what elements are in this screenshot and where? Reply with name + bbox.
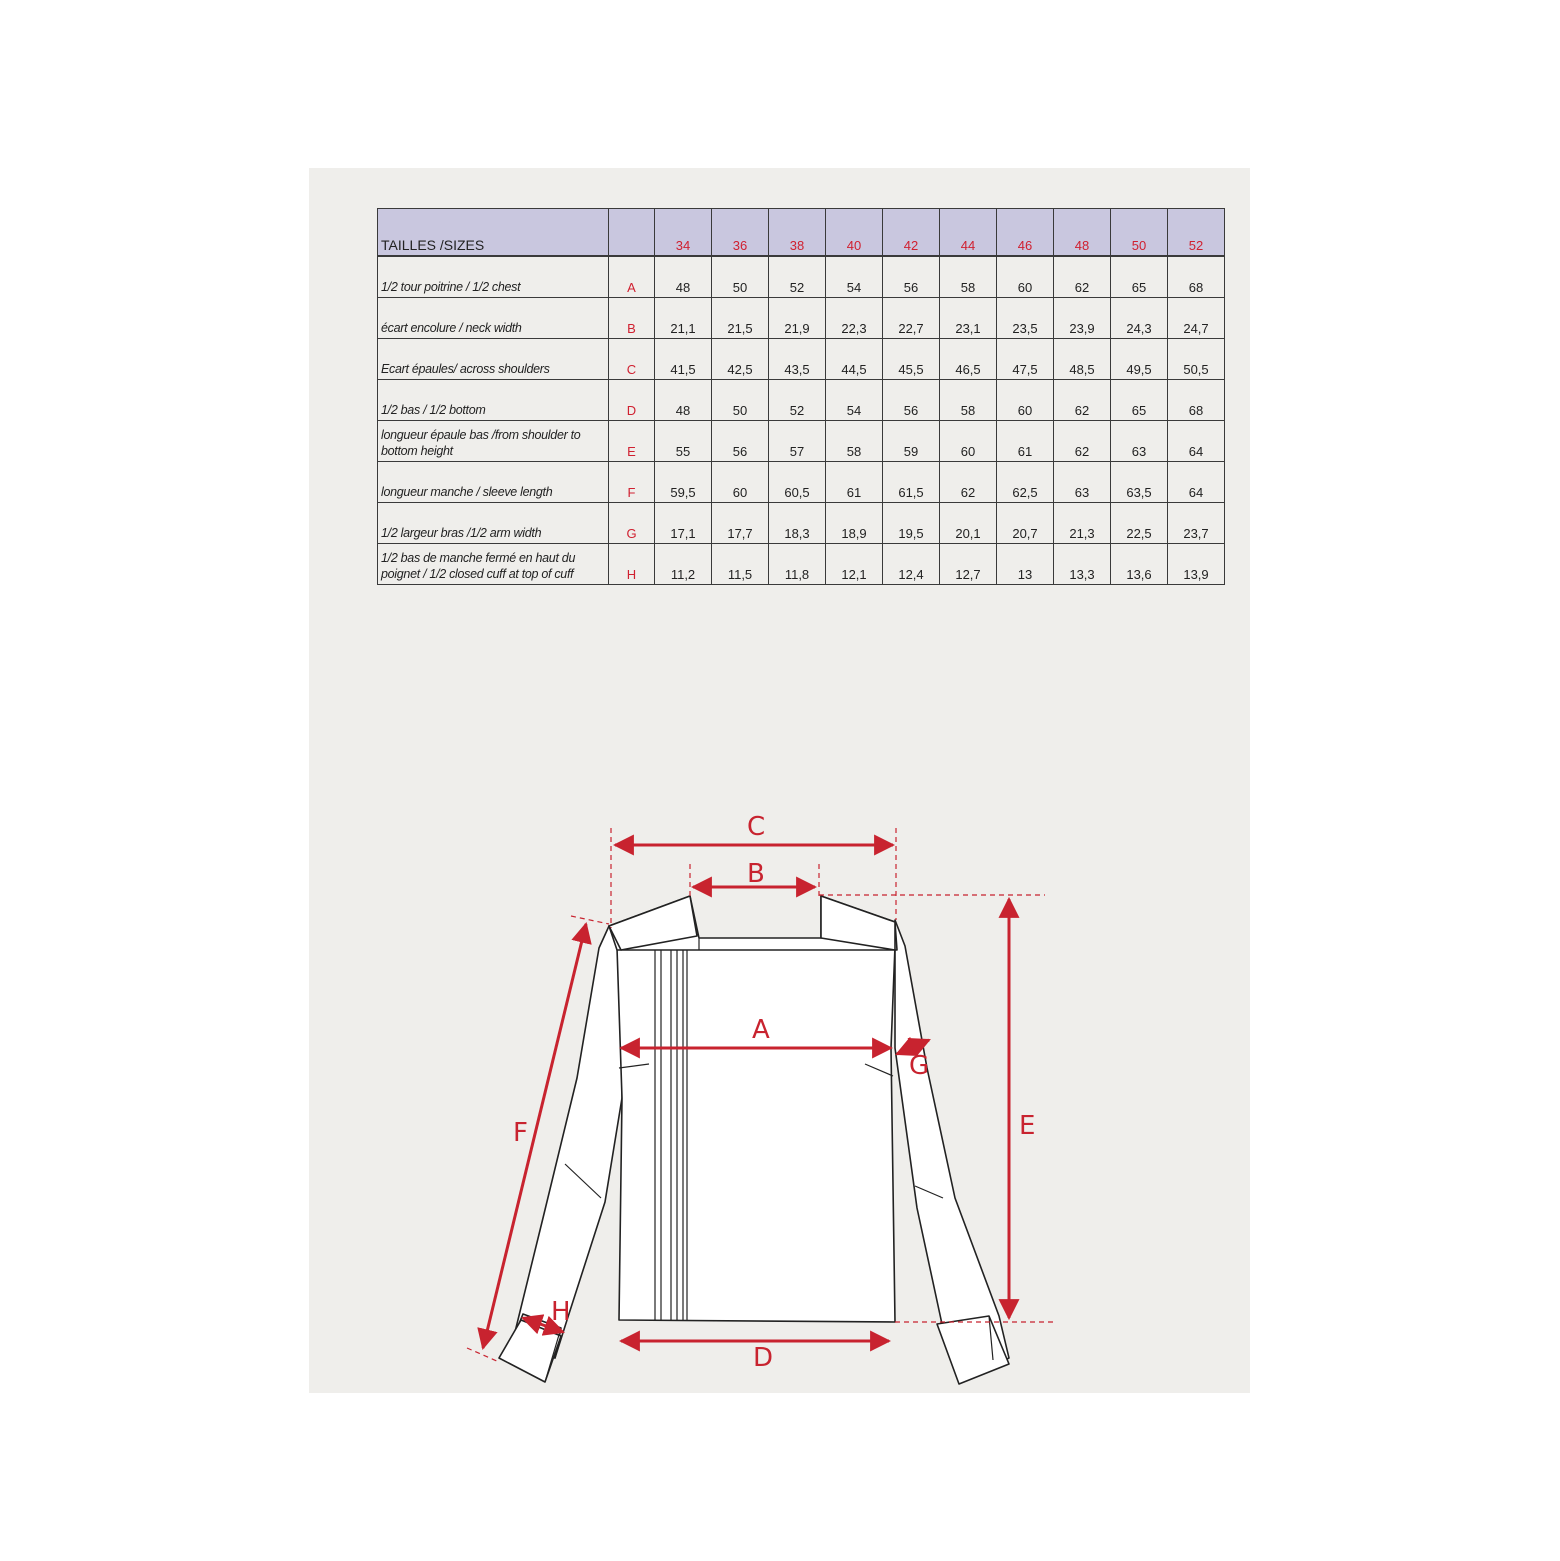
measurement-label: 1/2 bas / 1/2 bottom (378, 380, 609, 421)
label-C: C (747, 812, 766, 842)
label-B: B (747, 859, 765, 889)
measurement-value: 12,4 (883, 544, 940, 585)
measurement-value: 43,5 (769, 339, 826, 380)
measurement-value: 48 (655, 256, 712, 298)
measurement-value: 61,5 (883, 462, 940, 503)
measurement-value: 60 (712, 462, 769, 503)
measurement-value: 62 (940, 462, 997, 503)
label-H: H (551, 1297, 571, 1327)
measurement-value: 18,3 (769, 503, 826, 544)
measurement-label: écart encolure / neck width (378, 298, 609, 339)
measurement-value: 21,9 (769, 298, 826, 339)
measurement-value: 11,8 (769, 544, 826, 585)
measurement-value: 21,3 (1054, 503, 1111, 544)
measurement-label: longueur manche / sleeve length (378, 462, 609, 503)
measurement-value: 13,3 (1054, 544, 1111, 585)
measurement-label: 1/2 bas de manche fermé en haut du poignet / 1/2 closed cuff at top of cuff (378, 544, 609, 585)
measurement-value: 56 (883, 256, 940, 298)
measurement-letter: B (609, 298, 655, 339)
measurement-value: 56 (883, 380, 940, 421)
measurement-letter: E (609, 421, 655, 462)
measurement-value: 20,1 (940, 503, 997, 544)
measurement-value: 50 (712, 256, 769, 298)
measurement-value: 17,1 (655, 503, 712, 544)
label-G: G (909, 1051, 930, 1081)
measurement-value: 60 (940, 421, 997, 462)
measurement-value: 68 (1168, 380, 1225, 421)
measurement-value: 46,5 (940, 339, 997, 380)
measurement-value: 44,5 (826, 339, 883, 380)
size-chart-sheet (309, 168, 1250, 1393)
measurement-value: 11,5 (712, 544, 769, 585)
measurement-value: 52 (769, 256, 826, 298)
size-36: 36 (712, 209, 769, 257)
measurement-value: 64 (1168, 421, 1225, 462)
measurement-value: 49,5 (1111, 339, 1168, 380)
measurement-value: 62,5 (997, 462, 1054, 503)
measurement-value: 23,1 (940, 298, 997, 339)
measurement-value: 13,9 (1168, 544, 1225, 585)
label-A: A (752, 1015, 770, 1045)
measurement-label: 1/2 largeur bras /1/2 arm width (378, 503, 609, 544)
measurement-letter: D (609, 380, 655, 421)
measurement-value: 13 (997, 544, 1054, 585)
measurement-letter: G (609, 503, 655, 544)
measurement-value: 12,1 (826, 544, 883, 585)
measurement-value: 23,9 (1054, 298, 1111, 339)
measurement-value: 45,5 (883, 339, 940, 380)
measurement-letter: F (609, 462, 655, 503)
measurement-value: 22,3 (826, 298, 883, 339)
measurement-value: 56 (712, 421, 769, 462)
measurement-value: 23,7 (1168, 503, 1225, 544)
measurement-value: 22,5 (1111, 503, 1168, 544)
measurement-value: 21,1 (655, 298, 712, 339)
measurement-letter: H (609, 544, 655, 585)
size-38: 38 (769, 209, 826, 257)
size-44: 44 (940, 209, 997, 257)
size-46: 46 (997, 209, 1054, 257)
measurement-value: 60 (997, 380, 1054, 421)
measurement-value: 47,5 (997, 339, 1054, 380)
right-sleeve (895, 920, 1009, 1382)
size-50: 50 (1111, 209, 1168, 257)
measurement-value: 62 (1054, 421, 1111, 462)
shirt-body (617, 946, 895, 1322)
measurement-value: 18,9 (826, 503, 883, 544)
measurement-value: 23,5 (997, 298, 1054, 339)
measurement-value: 58 (940, 256, 997, 298)
size-48: 48 (1054, 209, 1111, 257)
measurement-value: 63 (1111, 421, 1168, 462)
measurement-value: 60 (997, 256, 1054, 298)
measurement-value: 54 (826, 380, 883, 421)
measurement-letter: A (609, 256, 655, 298)
measurement-value: 62 (1054, 256, 1111, 298)
measurement-value: 50 (712, 380, 769, 421)
measurement-value: 42,5 (712, 339, 769, 380)
measurement-value: 63,5 (1111, 462, 1168, 503)
measurement-value: 24,3 (1111, 298, 1168, 339)
measurement-letter: C (609, 339, 655, 380)
measurement-value: 68 (1168, 256, 1225, 298)
measurement-label: longueur épaule bas /from shoulder to bottom height (378, 421, 609, 462)
measurement-value: 60,5 (769, 462, 826, 503)
measurement-value: 52 (769, 380, 826, 421)
measurement-value: 61 (826, 462, 883, 503)
measurement-value: 19,5 (883, 503, 940, 544)
measurement-value: 58 (940, 380, 997, 421)
measurement-label: Ecart épaules/ across shoulders (378, 339, 609, 380)
measurement-value: 13,6 (1111, 544, 1168, 585)
measurement-value: 12,7 (940, 544, 997, 585)
measurement-value: 63 (1054, 462, 1111, 503)
measurement-value: 48,5 (1054, 339, 1111, 380)
measurement-value: 65 (1111, 256, 1168, 298)
size-52: 52 (1168, 209, 1225, 257)
shirt-measurement-diagram (309, 168, 1250, 1393)
label-D: D (753, 1343, 774, 1373)
measurement-value: 59 (883, 421, 940, 462)
measurement-value: 48 (655, 380, 712, 421)
measurement-value: 50,5 (1168, 339, 1225, 380)
measurement-value: 58 (826, 421, 883, 462)
measurement-value: 59,5 (655, 462, 712, 503)
measurement-value: 64 (1168, 462, 1225, 503)
measurement-value: 21,5 (712, 298, 769, 339)
measurement-label: 1/2 tour poitrine / 1/2 chest (378, 256, 609, 298)
measurement-value: 20,7 (997, 503, 1054, 544)
measurement-value: 41,5 (655, 339, 712, 380)
measurement-value: 54 (826, 256, 883, 298)
left-sleeve (514, 926, 622, 1358)
size-34: 34 (655, 209, 712, 257)
label-F: F (513, 1118, 528, 1148)
measurement-value: 62 (1054, 380, 1111, 421)
measurement-value: 22,7 (883, 298, 940, 339)
size-40: 40 (826, 209, 883, 257)
measurement-value: 24,7 (1168, 298, 1225, 339)
measurement-value: 57 (769, 421, 826, 462)
measurement-value: 17,7 (712, 503, 769, 544)
header-label: TAILLES /SIZES (378, 209, 609, 257)
measurement-value: 11,2 (655, 544, 712, 585)
measurement-value: 65 (1111, 380, 1168, 421)
measurement-value: 55 (655, 421, 712, 462)
size-42: 42 (883, 209, 940, 257)
label-E: E (1019, 1111, 1036, 1141)
measurement-value: 61 (997, 421, 1054, 462)
